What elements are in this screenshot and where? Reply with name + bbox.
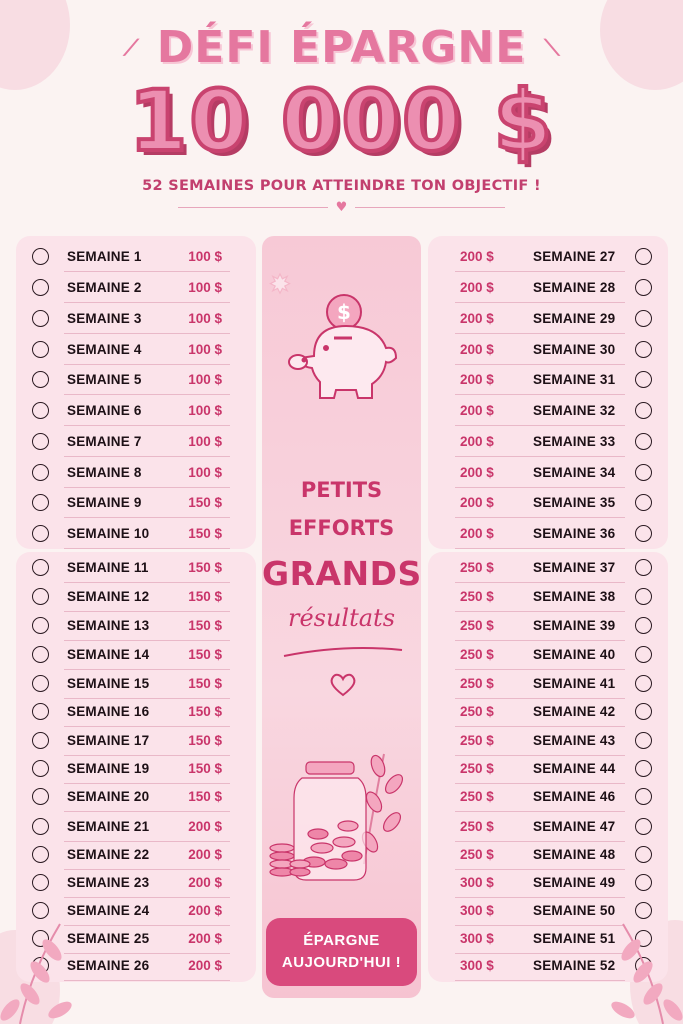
week-row[interactable] xyxy=(32,867,232,898)
checkbox-circle[interactable] xyxy=(32,559,49,576)
week-label: SEMAINE 40 xyxy=(533,647,616,662)
week-row[interactable] xyxy=(32,552,232,583)
week-label: SEMAINE 46 xyxy=(533,789,616,804)
checkbox-circle[interactable] xyxy=(32,341,49,358)
week-row[interactable] xyxy=(32,753,232,784)
week-row[interactable] xyxy=(455,696,655,727)
week-amount: 100 $ xyxy=(188,372,222,387)
week-label: SEMAINE 44 xyxy=(533,761,616,776)
row-underline xyxy=(455,548,625,549)
week-amount: 100 $ xyxy=(188,342,222,357)
week-label: SEMAINE 8 xyxy=(67,465,142,480)
checkbox-circle[interactable] xyxy=(32,371,49,388)
week-label: SEMAINE 24 xyxy=(67,903,150,918)
week-amount: 250 $ xyxy=(460,761,494,776)
week-amount: 250 $ xyxy=(460,733,494,748)
checkbox-circle[interactable] xyxy=(635,433,652,450)
subtitle: 52 SEMAINES POUR ATTEINDRE TON OBJECTIF ! xyxy=(142,178,541,194)
heart-icon xyxy=(328,672,358,698)
week-label: SEMAINE 12 xyxy=(67,589,150,604)
week-label: SEMAINE 23 xyxy=(67,875,150,890)
week-label: SEMAINE 11 xyxy=(67,560,149,575)
week-label: SEMAINE 7 xyxy=(67,434,142,449)
checkbox-circle[interactable] xyxy=(32,248,49,265)
coin-jar-icon xyxy=(262,744,421,904)
week-row[interactable] xyxy=(32,725,232,756)
checkbox-circle[interactable] xyxy=(32,494,49,511)
week-row[interactable] xyxy=(32,811,232,842)
week-label: SEMAINE 50 xyxy=(533,903,616,918)
week-label: SEMAINE 37 xyxy=(533,560,616,575)
week-amount: 150 $ xyxy=(188,589,222,604)
week-amount: 300 $ xyxy=(460,875,494,890)
cta-line: AUJOURD'HUI ! xyxy=(281,954,402,971)
week-label: SEMAINE 1 xyxy=(67,249,142,264)
week-row[interactable] xyxy=(455,334,655,365)
checkbox-circle[interactable] xyxy=(635,646,652,663)
checkbox-circle[interactable] xyxy=(635,402,652,419)
week-row[interactable] xyxy=(455,781,655,812)
slogan-line: résultats xyxy=(287,604,396,632)
week-amount: 250 $ xyxy=(460,819,494,834)
week-label: SEMAINE 13 xyxy=(67,618,150,633)
checkbox-circle[interactable] xyxy=(635,310,652,327)
week-amount: 200 $ xyxy=(460,311,494,326)
svg-text:$: $ xyxy=(337,300,351,324)
checkbox-circle[interactable] xyxy=(32,433,49,450)
week-amount: 200 $ xyxy=(188,958,222,973)
week-label: SEMAINE 9 xyxy=(67,495,142,510)
checkbox-circle[interactable] xyxy=(32,846,49,863)
week-label: SEMAINE 3 xyxy=(67,311,142,326)
cta-line: ÉPARGNE xyxy=(303,932,380,949)
center-panel xyxy=(262,236,421,998)
heart-icon: ♥ xyxy=(335,200,348,215)
week-label: SEMAINE 34 xyxy=(533,465,616,480)
week-amount: 300 $ xyxy=(460,903,494,918)
week-amount: 100 $ xyxy=(188,249,222,264)
week-label: SEMAINE 15 xyxy=(67,676,150,691)
week-row[interactable] xyxy=(455,552,655,583)
slogan-line: EFFORTS xyxy=(288,516,395,540)
week-amount: 250 $ xyxy=(460,647,494,662)
week-amount: 200 $ xyxy=(460,372,494,387)
week-label: SEMAINE 43 xyxy=(533,733,616,748)
week-amount: 150 $ xyxy=(188,560,222,575)
checkbox-circle[interactable] xyxy=(635,371,652,388)
week-amount: 150 $ xyxy=(188,647,222,662)
week-label: SEMAINE 25 xyxy=(67,931,150,946)
week-amount: 150 $ xyxy=(188,789,222,804)
checkbox-circle[interactable] xyxy=(32,703,49,720)
row-underline xyxy=(455,980,625,981)
week-label: SEMAINE 31 xyxy=(533,372,616,387)
underline-swash xyxy=(262,638,421,668)
week-label: SEMAINE 6 xyxy=(67,403,142,418)
week-row[interactable] xyxy=(32,781,232,812)
checkbox-circle[interactable] xyxy=(32,402,49,419)
week-amount: 300 $ xyxy=(460,958,494,973)
week-row[interactable] xyxy=(455,753,655,784)
sparkle-icon: ⟋ xyxy=(123,35,139,61)
checkbox-circle[interactable] xyxy=(635,279,652,296)
row-underline xyxy=(64,548,230,549)
week-label: SEMAINE 41 xyxy=(533,676,616,691)
week-amount: 200 $ xyxy=(460,342,494,357)
week-row[interactable] xyxy=(32,610,232,641)
week-label: SEMAINE 4 xyxy=(67,342,142,357)
week-amount: 150 $ xyxy=(188,618,222,633)
checkbox-circle[interactable] xyxy=(635,464,652,481)
checkbox-circle[interactable] xyxy=(32,588,49,605)
week-label: SEMAINE 14 xyxy=(67,647,150,662)
week-row[interactable] xyxy=(455,272,655,303)
sparkle-icon: ⟍ xyxy=(544,35,560,61)
week-row[interactable] xyxy=(455,518,655,549)
week-label: SEMAINE 27 xyxy=(533,249,616,264)
week-amount: 150 $ xyxy=(188,761,222,776)
week-amount: 200 $ xyxy=(188,847,222,862)
checkbox-circle[interactable] xyxy=(32,732,49,749)
week-row[interactable] xyxy=(32,518,232,549)
week-amount: 200 $ xyxy=(460,526,494,541)
week-row[interactable] xyxy=(455,303,655,334)
week-row[interactable] xyxy=(455,867,655,898)
week-amount: 200 $ xyxy=(188,875,222,890)
week-row[interactable] xyxy=(32,487,232,518)
checkbox-circle[interactable] xyxy=(635,341,652,358)
checkbox-circle[interactable] xyxy=(32,464,49,481)
week-row[interactable] xyxy=(455,725,655,756)
checkbox-circle[interactable] xyxy=(635,559,652,576)
checkbox-circle[interactable] xyxy=(32,760,49,777)
week-row[interactable] xyxy=(455,395,655,426)
checkbox-circle[interactable] xyxy=(635,703,652,720)
week-row[interactable] xyxy=(455,364,655,395)
checkbox-circle[interactable] xyxy=(635,617,652,634)
checkbox-circle[interactable] xyxy=(635,588,652,605)
week-label: SEMAINE 5 xyxy=(67,372,142,387)
week-row[interactable] xyxy=(455,610,655,641)
week-row[interactable] xyxy=(32,668,232,699)
week-label: SEMAINE 48 xyxy=(533,847,616,862)
save-today-button[interactable] xyxy=(266,918,417,986)
week-row[interactable] xyxy=(32,364,232,395)
week-amount: 250 $ xyxy=(460,589,494,604)
week-amount: 200 $ xyxy=(460,465,494,480)
week-row[interactable] xyxy=(455,426,655,457)
week-row[interactable] xyxy=(455,839,655,870)
week-row[interactable] xyxy=(32,457,232,488)
week-label: SEMAINE 35 xyxy=(533,495,616,510)
week-amount: 250 $ xyxy=(460,618,494,633)
week-amount: 200 $ xyxy=(460,280,494,295)
week-amount: 100 $ xyxy=(188,403,222,418)
week-row[interactable] xyxy=(455,668,655,699)
week-amount: 200 $ xyxy=(460,249,494,264)
week-label: SEMAINE 47 xyxy=(533,819,616,834)
week-amount: 100 $ xyxy=(188,311,222,326)
week-label: SEMAINE 19 xyxy=(67,761,150,776)
checkbox-circle[interactable] xyxy=(635,494,652,511)
checkbox-circle[interactable] xyxy=(635,874,652,891)
week-label: SEMAINE 36 xyxy=(533,526,616,541)
slogan-line: GRANDS xyxy=(262,554,422,593)
week-amount: 250 $ xyxy=(460,676,494,691)
week-row[interactable] xyxy=(455,487,655,518)
leaf-branch-icon xyxy=(0,914,80,1024)
week-amount: 150 $ xyxy=(188,495,222,510)
week-label: SEMAINE 20 xyxy=(67,789,150,804)
week-amount: 200 $ xyxy=(188,931,222,946)
checkbox-circle[interactable] xyxy=(32,818,49,835)
week-amount: 200 $ xyxy=(460,403,494,418)
week-row[interactable] xyxy=(32,241,232,272)
week-amount: 200 $ xyxy=(460,434,494,449)
divider xyxy=(0,200,683,215)
week-label: SEMAINE 26 xyxy=(67,958,150,973)
week-label: SEMAINE 33 xyxy=(533,434,616,449)
week-label: SEMAINE 28 xyxy=(533,280,616,295)
week-row[interactable] xyxy=(32,303,232,334)
checkbox-circle[interactable] xyxy=(32,874,49,891)
week-amount: 200 $ xyxy=(188,819,222,834)
week-label: SEMAINE 39 xyxy=(533,618,616,633)
week-row[interactable] xyxy=(455,241,655,272)
week-row[interactable] xyxy=(32,639,232,670)
week-amount: 200 $ xyxy=(188,903,222,918)
week-row[interactable] xyxy=(455,639,655,670)
slogan-line: PETITS xyxy=(300,478,383,502)
checkbox-circle[interactable] xyxy=(32,646,49,663)
checkbox-circle[interactable] xyxy=(635,788,652,805)
week-label: SEMAINE 22 xyxy=(67,847,150,862)
week-label: SEMAINE 21 xyxy=(67,819,150,834)
week-amount: 150 $ xyxy=(188,733,222,748)
piggy-bank-icon xyxy=(262,256,421,456)
checkbox-circle[interactable] xyxy=(32,525,49,542)
checkbox-circle[interactable] xyxy=(32,617,49,634)
checkbox-circle[interactable] xyxy=(32,279,49,296)
week-row[interactable] xyxy=(32,696,232,727)
page-title: DÉFI ÉPARGNE xyxy=(156,22,527,73)
week-label: SEMAINE 32 xyxy=(533,403,616,418)
week-amount: 150 $ xyxy=(188,526,222,541)
leaf-branch-icon xyxy=(603,914,683,1024)
week-row[interactable] xyxy=(455,811,655,842)
week-row[interactable] xyxy=(455,581,655,612)
checkbox-circle[interactable] xyxy=(635,675,652,692)
week-label: SEMAINE 17 xyxy=(67,733,150,748)
week-row[interactable] xyxy=(32,581,232,612)
week-amount: 150 $ xyxy=(188,704,222,719)
week-label: SEMAINE 10 xyxy=(67,526,150,541)
week-amount: 250 $ xyxy=(460,847,494,862)
week-amount: 250 $ xyxy=(460,704,494,719)
week-amount: 200 $ xyxy=(460,495,494,510)
checkbox-circle[interactable] xyxy=(635,760,652,777)
week-row[interactable] xyxy=(32,839,232,870)
week-label: SEMAINE 30 xyxy=(533,342,616,357)
week-amount: 100 $ xyxy=(188,434,222,449)
week-label: SEMAINE 16 xyxy=(67,704,150,719)
week-label: SEMAINE 51 xyxy=(533,931,616,946)
week-row[interactable] xyxy=(32,334,232,365)
checkbox-circle[interactable] xyxy=(635,846,652,863)
week-label: SEMAINE 38 xyxy=(533,589,616,604)
week-label: SEMAINE 42 xyxy=(533,704,616,719)
checkbox-circle[interactable] xyxy=(635,525,652,542)
week-amount: 150 $ xyxy=(188,676,222,691)
week-label: SEMAINE 52 xyxy=(533,958,616,973)
goal-amount: 10 000 $ xyxy=(128,72,555,170)
week-row[interactable] xyxy=(32,395,232,426)
row-underline xyxy=(64,980,230,981)
checkbox-circle[interactable] xyxy=(32,310,49,327)
week-amount: 100 $ xyxy=(188,280,222,295)
week-label: SEMAINE 49 xyxy=(533,875,616,890)
week-amount: 100 $ xyxy=(188,465,222,480)
week-row[interactable] xyxy=(32,272,232,303)
checkbox-circle[interactable] xyxy=(32,675,49,692)
checkbox-circle[interactable] xyxy=(635,248,652,265)
checkbox-circle[interactable] xyxy=(635,732,652,749)
header xyxy=(0,22,683,215)
week-label: SEMAINE 2 xyxy=(67,280,142,295)
week-row[interactable] xyxy=(32,426,232,457)
checkbox-circle[interactable] xyxy=(32,788,49,805)
week-label: SEMAINE 29 xyxy=(533,311,616,326)
checkbox-circle[interactable] xyxy=(635,818,652,835)
week-row[interactable] xyxy=(455,457,655,488)
week-amount: 250 $ xyxy=(460,560,494,575)
week-amount: 300 $ xyxy=(460,931,494,946)
week-amount: 250 $ xyxy=(460,789,494,804)
